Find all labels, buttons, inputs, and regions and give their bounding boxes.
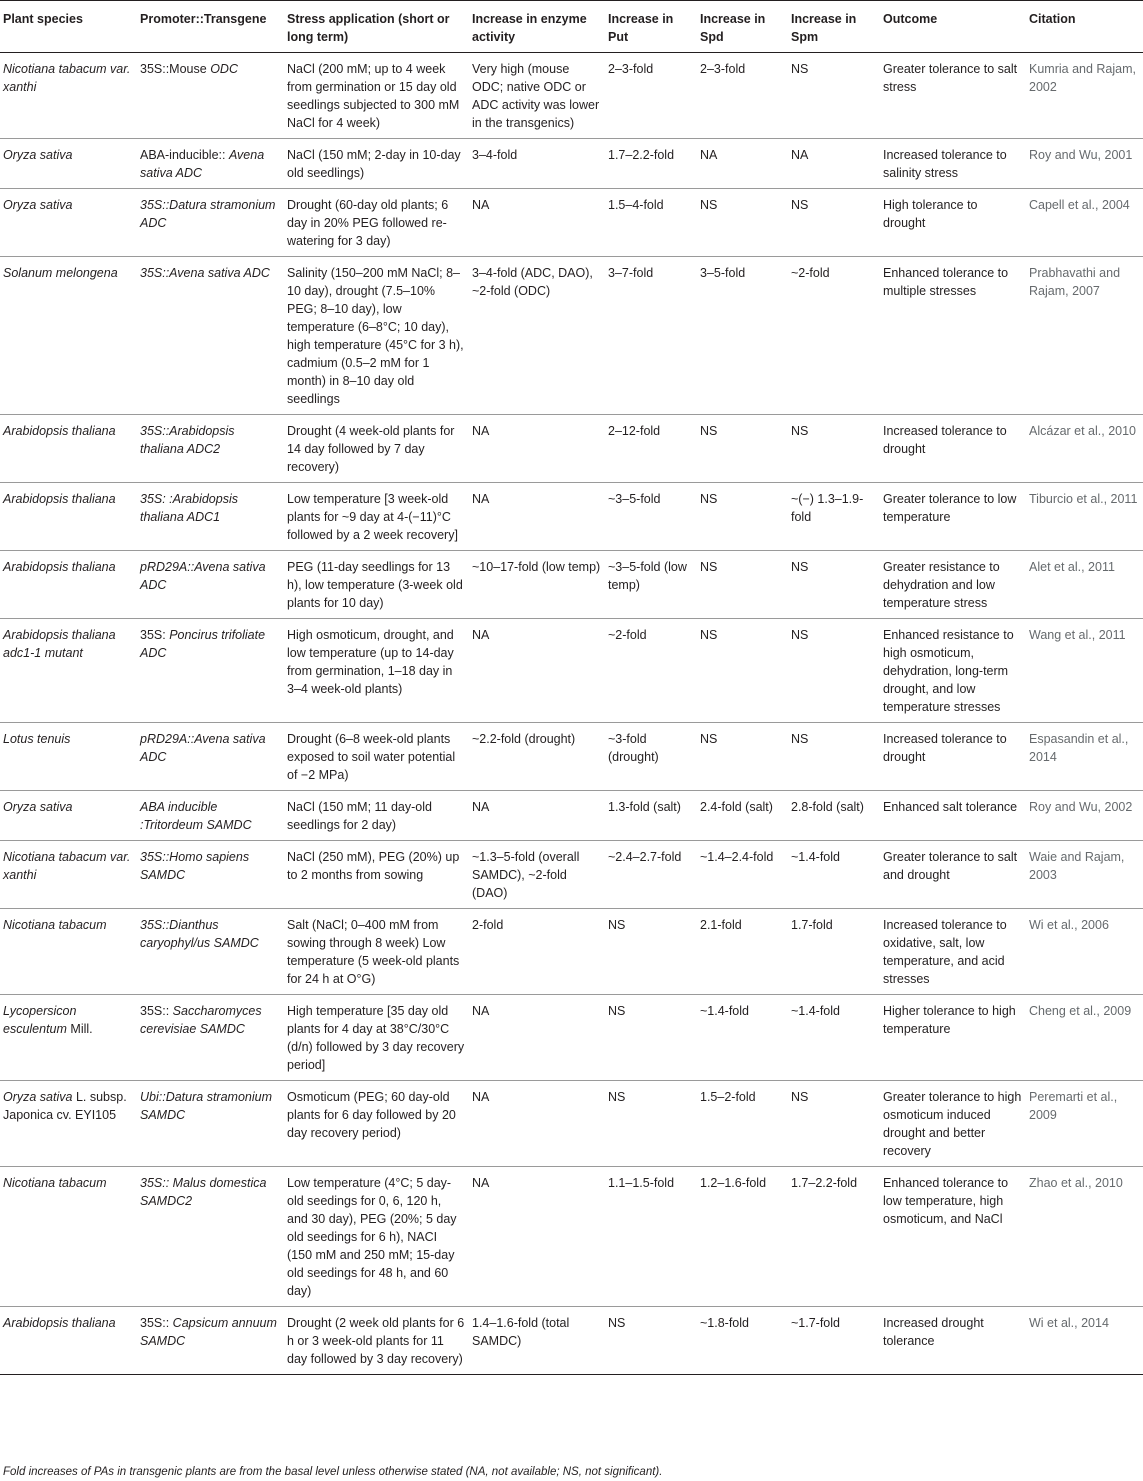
cell-promoter-transgene-segment: ODC — [210, 62, 238, 76]
cell-promoter-transgene-segment: pRD29A::Avena sativa ADC — [140, 560, 266, 592]
cell-plant-species: Solanum melongena — [3, 266, 118, 280]
cell-stress-application: Drought (60-day old plants; 6 day in 20% PEG followed re-watering for 3 day) — [287, 198, 449, 248]
cell-outcome: Increased tolerance to drought — [883, 732, 1007, 764]
cell-stress-application: NaCl (150 mM; 2-day in 10-day old seedlings) — [287, 148, 461, 180]
table-body — [0, 53, 1143, 1375]
table-row — [0, 415, 1143, 483]
cell-promoter-transgene — [137, 415, 284, 483]
cell-increase-spm: NS — [791, 424, 809, 438]
cell-increase-spd: 2.4-fold (salt) — [700, 800, 773, 814]
cell-enzyme-activity: NA — [472, 424, 490, 438]
cell-increase-spm: NS — [791, 62, 809, 76]
table-row — [0, 791, 1143, 841]
cell-plant-species: Lotus tenuis — [3, 732, 71, 746]
header-put: Increase in Put — [608, 12, 674, 44]
cell-stress-application: Salinity (150–200 mM NaCl; 8–10 day), drought (7.5–10% PEG; 8–10 day), low temperature (6–8°C; 10 day), high temperature (45°C for 3 h), cadmium (0.5–2 mM for 1 month) in 8–10 day old seedlings — [287, 266, 464, 406]
cell-increase-spm: 1.7-fold — [791, 918, 833, 932]
table-row — [0, 53, 1143, 139]
header-promoter-transgene: Promoter::Transgene — [140, 12, 267, 26]
cell-enzyme-activity: NA — [472, 198, 490, 212]
cell-increase-spd: NS — [700, 732, 718, 746]
cell-enzyme-activity: 3–4-fold (ADC, DAO), ~2-fold (ODC) — [472, 266, 593, 298]
cell-increase-put: 3–7-fold — [608, 266, 654, 280]
cell-enzyme-activity: NA — [472, 492, 490, 506]
cell-citation: Peremarti et al., 2009 — [1029, 1090, 1118, 1122]
cell-promoter-transgene-segment: 35S:: — [140, 1316, 173, 1330]
cell-increase-spm: ~2-fold — [791, 266, 830, 280]
cell-increase-spm: NA — [791, 148, 809, 162]
cell-outcome: Greater tolerance to high osmoticum induced drought and better recovery — [883, 1090, 1022, 1158]
cell-outcome: Greater tolerance to low temperature — [883, 492, 1017, 524]
cell-increase-spd: ~1.4–2.4-fold — [700, 850, 774, 864]
cell-promoter-transgene-segment: 35S::Arabidopsis thaliana ADC2 — [140, 424, 235, 456]
cell-promoter-transgene-segment: 35S::Mouse — [140, 62, 211, 76]
cell-plant-species-segment: Lycopersicon esculentum — [3, 1004, 77, 1036]
cell-increase-put: 2–3-fold — [608, 62, 654, 76]
cell-increase-spm: NS — [791, 1090, 809, 1104]
cell-increase-put: NS — [608, 1316, 626, 1330]
cell-enzyme-activity: ~1.3–5-fold (overall SAMDC), ~2-fold (DAO) — [472, 850, 580, 900]
cell-plant-species: Oryza sativa — [3, 800, 73, 814]
cell-promoter-transgene-segment: Saccharomyces cerevisiae SAMDC — [140, 1004, 262, 1036]
cell-enzyme-activity: 3–4-fold — [472, 148, 518, 162]
cell-stress-application: High osmoticum, drought, and low temperature (up to 14-day from germination, 1–18 day in 3–4 week-old plants) — [287, 628, 454, 696]
cell-increase-spd: NA — [700, 148, 718, 162]
cell-increase-spm: ~(−) 1.3–1.9-fold — [791, 492, 864, 524]
cell-promoter-transgene-segment: 35S::Datura stramonium ADC — [140, 198, 276, 230]
cell-stress-application: High temperature [35 day old plants for 4 day at 38°C/30°C (d/n) followed by 3 day recovery period] — [287, 1004, 465, 1072]
table-row — [0, 1307, 1143, 1375]
cell-promoter-transgene-segment: 35S::Dianthus caryophyl/us SAMDC — [140, 918, 259, 950]
table-row — [0, 723, 1143, 791]
cell-citation: Alcázar et al., 2010 — [1029, 424, 1137, 438]
cell-increase-spm: NS — [791, 560, 809, 574]
cell-promoter-transgene-segment: Capsicum annuum SAMDC — [140, 1316, 277, 1348]
cell-promoter-transgene — [137, 791, 284, 841]
cell-promoter-transgene — [137, 257, 284, 415]
cell-increase-spm: NS — [791, 628, 809, 642]
cell-enzyme-activity: 1.4–1.6-fold (total SAMDC) — [472, 1316, 570, 1348]
cell-promoter-transgene — [137, 551, 284, 619]
cell-plant-species: Nicotiana tabacum var. xanthi — [3, 850, 131, 882]
cell-increase-spd: 1.2–1.6-fold — [700, 1176, 767, 1190]
cell-promoter-transgene — [137, 189, 284, 257]
table-row — [0, 1167, 1143, 1307]
cell-stress-application: Osmoticum (PEG; 60 day-old plants for 6 day followed by 20 day recovery period) — [287, 1090, 456, 1140]
cell-increase-put: ~2.4–2.7-fold — [608, 850, 682, 864]
table-row — [0, 257, 1143, 415]
cell-citation: Wang et al., 2011 — [1029, 628, 1126, 642]
cell-promoter-transgene — [137, 995, 284, 1081]
cell-promoter-transgene — [137, 909, 284, 995]
cell-promoter-transgene-segment: 35S: :Arabidopsis thaliana ADC1 — [140, 492, 238, 524]
cell-increase-spm: NS — [791, 732, 809, 746]
cell-increase-spm: 1.7–2.2-fold — [791, 1176, 858, 1190]
cell-plant-species — [0, 1081, 137, 1167]
cell-promoter-transgene — [137, 1081, 284, 1167]
cell-stress-application: Low temperature (4°C; 5 day-old seedings for 0, 6, 120 h, and 30 day), PEG (20%; 5 day old seedings for 6 h), NACI (150 mM and 250 mM; 15-day old seedings for 48 h, and 60 day) — [287, 1176, 457, 1298]
cell-promoter-transgene — [137, 841, 284, 909]
cell-enzyme-activity: NA — [472, 1004, 490, 1018]
cell-increase-spd: 2.1-fold — [700, 918, 742, 932]
header-plant-species: Plant species — [3, 12, 83, 26]
table-row — [0, 1081, 1143, 1167]
cell-citation: Roy and Wu, 2001 — [1029, 148, 1133, 162]
cell-plant-species — [0, 995, 137, 1081]
cell-enzyme-activity: 2-fold — [472, 918, 504, 932]
cell-increase-spd: NS — [700, 560, 718, 574]
cell-increase-spm: ~1.4-fold — [791, 850, 840, 864]
cell-promoter-transgene — [137, 139, 284, 189]
cell-citation: Alet et al., 2011 — [1029, 560, 1115, 574]
cell-outcome: Enhanced tolerance to multiple stresses — [883, 266, 1009, 298]
cell-stress-application: PEG (11-day seedlings for 13 h), low temperature (3-week old plants for 10 day) — [287, 560, 463, 610]
cell-citation: Roy and Wu, 2002 — [1029, 800, 1133, 814]
cell-promoter-transgene-segment: pRD29A::Avena sativa ADC — [140, 732, 266, 764]
cell-increase-put: ~3–5-fold (low temp) — [608, 560, 687, 592]
cell-outcome: Greater tolerance to salt stress — [883, 62, 1018, 94]
cell-stress-application: Low temperature [3 week-old plants for ~9 day at 4-(−11)°C followed by a 2 week recovery] — [287, 492, 458, 542]
cell-increase-put: 1.7–2.2-fold — [608, 148, 675, 162]
cell-outcome: High tolerance to drought — [883, 198, 978, 230]
cell-citation: Waie and Rajam, 2003 — [1029, 850, 1125, 882]
cell-citation: Zhao et al., 2010 — [1029, 1176, 1123, 1190]
cell-increase-spm: NS — [791, 198, 809, 212]
cell-enzyme-activity: NA — [472, 1090, 490, 1104]
cell-promoter-transgene-segment: 35S: — [140, 628, 170, 642]
cell-increase-spd: NS — [700, 492, 718, 506]
cell-plant-species-segment: Oryza sativa — [3, 1090, 73, 1104]
cell-increase-put: NS — [608, 1004, 626, 1018]
cell-stress-application: NaCl (150 mM; 11 day-old seedlings for 2 day) — [287, 800, 432, 832]
cell-stress-application: Drought (4 week-old plants for 14 day followed by 7 day recovery) — [287, 424, 455, 474]
header-stress-application: Stress application (short or long term) — [287, 12, 450, 44]
cell-plant-species: Nicotiana tabacum — [3, 918, 107, 932]
cell-stress-application: Drought (6–8 week-old plants exposed to soil water potential of −2 MPa) — [287, 732, 456, 782]
table-row — [0, 619, 1143, 723]
cell-increase-spm: ~1.4-fold — [791, 1004, 840, 1018]
cell-promoter-transgene — [137, 1167, 284, 1307]
cell-outcome: Enhanced resistance to high osmoticum, dehydration, long-term drought, and low temperature stresses — [883, 628, 1014, 714]
cell-increase-spd: 3–5-fold — [700, 266, 746, 280]
cell-outcome: Greater resistance to dehydration and low temperature stress — [883, 560, 1000, 610]
cell-stress-application: NaCl (200 mM; up to 4 week from germination or 15 day old seedlings subjected to 300 mM NaCl for 4 week) — [287, 62, 460, 130]
table-header — [0, 1, 1143, 53]
cell-increase-spd: NS — [700, 628, 718, 642]
header-enzyme-activity: Increase in enzyme activity — [472, 12, 587, 44]
header-row — [0, 1, 1143, 53]
cell-promoter-transgene-segment: 35S::Homo sapiens SAMDC — [140, 850, 250, 882]
cell-increase-spd: NS — [700, 424, 718, 438]
cell-increase-put: 2–12-fold — [608, 424, 661, 438]
cell-increase-put: ~3–5-fold — [608, 492, 661, 506]
cell-citation: Tiburcio et al., 2011 — [1029, 492, 1138, 506]
table-row — [0, 841, 1143, 909]
cell-promoter-transgene — [137, 483, 284, 551]
cell-enzyme-activity: Very high (mouse ODC; native ODC or ADC activity was lower in the transgenics) — [472, 62, 600, 130]
cell-promoter-transgene — [137, 1307, 284, 1375]
cell-citation: Wi et al., 2006 — [1029, 918, 1109, 932]
cell-enzyme-activity: NA — [472, 628, 490, 642]
cell-plant-species: Nicotiana tabacum — [3, 1176, 107, 1190]
cell-increase-put: ~2-fold — [608, 628, 647, 642]
table-row — [0, 139, 1143, 189]
cell-stress-application: Salt (NaCl; 0–400 mM from sowing through 8 week) Low temperature (5 week-old plants for 24 h at O°G) — [287, 918, 460, 986]
header-outcome: Outcome — [883, 12, 938, 26]
cell-outcome: Greater tolerance to salt and drought — [883, 850, 1018, 882]
cell-enzyme-activity: ~10–17-fold (low temp) — [472, 560, 601, 574]
cell-stress-application: NaCl (250 mM), PEG (20%) up to 2 months from sowing — [287, 850, 460, 882]
table-row — [0, 909, 1143, 995]
cell-plant-species: Arabidopsis thaliana — [3, 492, 116, 506]
cell-increase-put: 1.1–1.5-fold — [608, 1176, 675, 1190]
cell-outcome: Enhanced salt tolerance — [883, 800, 1018, 814]
cell-outcome: Increased tolerance to drought — [883, 424, 1007, 456]
cell-promoter-transgene — [137, 723, 284, 791]
cell-citation: Prabhavathi and Rajam, 2007 — [1029, 266, 1121, 298]
cell-enzyme-activity: NA — [472, 1176, 490, 1190]
table-footnote: Fold increases of PAs in transgenic plants are from the basal level unless otherwise stated (NA, not available; NS, not significant). — [3, 1466, 663, 1478]
cell-increase-spd: NS — [700, 198, 718, 212]
cell-citation: Cheng et al., 2009 — [1029, 1004, 1132, 1018]
cell-promoter-transgene — [137, 53, 284, 139]
cell-outcome: Increased tolerance to salinity stress — [883, 148, 1007, 180]
table-row — [0, 551, 1143, 619]
cell-increase-spd: 2–3-fold — [700, 62, 746, 76]
cell-increase-spd: ~1.4-fold — [700, 1004, 749, 1018]
cell-outcome: Enhanced tolerance to low temperature, high osmoticum, and NaCl — [883, 1176, 1009, 1226]
cell-promoter-transgene-segment: Poncirus trifoliate ADC — [140, 628, 266, 660]
table-row — [0, 189, 1143, 257]
cell-plant-species: Oryza sativa — [3, 198, 73, 212]
table-row — [0, 995, 1143, 1081]
cell-outcome: Increased drought tolerance — [883, 1316, 984, 1348]
cell-increase-put: 1.5–4-fold — [608, 198, 664, 212]
cell-citation: Capell et al., 2004 — [1029, 198, 1130, 212]
cell-outcome: Increased tolerance to oxidative, salt, low temperature, and acid stresses — [883, 918, 1007, 986]
cell-plant-species: Oryza sativa — [3, 148, 73, 162]
header-spd: Increase in Spd — [700, 12, 766, 44]
cell-stress-application: Drought (2 week old plants for 6 h or 3 week-old plants for 11 day followed by 3 day recovery) — [287, 1316, 465, 1366]
cell-plant-species-segment: L. subsp. Japonica cv. EYI105 — [3, 1090, 127, 1122]
cell-increase-put: NS — [608, 1090, 626, 1104]
table-row — [0, 483, 1143, 551]
cell-increase-spm: 2.8-fold (salt) — [791, 800, 864, 814]
cell-citation: Espasandin et al., 2014 — [1029, 732, 1129, 764]
cell-increase-spd: ~1.8-fold — [700, 1316, 749, 1330]
cell-increase-put: ~3-fold (drought) — [608, 732, 659, 764]
header-spm: Increase in Spm — [791, 12, 857, 44]
cell-citation: Wi et al., 2014 — [1029, 1316, 1109, 1330]
cell-plant-species-segment: Mill. — [66, 1022, 93, 1036]
cell-promoter-transgene-segment: ABA-inducible:: — [140, 148, 229, 162]
cell-increase-put: NS — [608, 918, 626, 932]
cell-enzyme-activity: ~2.2-fold (drought) — [472, 732, 576, 746]
cell-plant-species: Nicotiana tabacum var. xanthi — [3, 62, 131, 94]
cell-increase-put: 1.3-fold (salt) — [608, 800, 681, 814]
cell-promoter-transgene-segment: 35S:: Malus domestica SAMDC2 — [140, 1176, 267, 1208]
cell-plant-species: Arabidopsis thaliana — [3, 560, 116, 574]
cell-outcome: Higher tolerance to high temperature — [883, 1004, 1016, 1036]
cell-increase-spm: ~1.7-fold — [791, 1316, 840, 1330]
cell-promoter-transgene-segment: Ubi::Datura stramonium SAMDC — [140, 1090, 272, 1122]
header-citation: Citation — [1029, 12, 1076, 26]
cell-citation: Kumria and Rajam, 2002 — [1029, 62, 1136, 94]
cell-promoter-transgene-segment: Avena sativa ADC — [140, 148, 265, 180]
cell-increase-spd: 1.5–2-fold — [700, 1090, 756, 1104]
cell-promoter-transgene — [137, 619, 284, 723]
cell-promoter-transgene-segment: 35S:: — [140, 1004, 173, 1018]
cell-promoter-transgene-segment: 35S::Avena sativa ADC — [140, 266, 270, 280]
cell-promoter-transgene-segment: ABA inducible :Tritordeum SAMDC — [140, 800, 252, 832]
cell-plant-species: Arabidopsis thaliana — [3, 1316, 116, 1330]
cell-plant-species: Arabidopsis thaliana adc1-1 mutant — [3, 628, 116, 660]
cell-enzyme-activity: NA — [472, 800, 490, 814]
cell-plant-species: Arabidopsis thaliana — [3, 424, 116, 438]
